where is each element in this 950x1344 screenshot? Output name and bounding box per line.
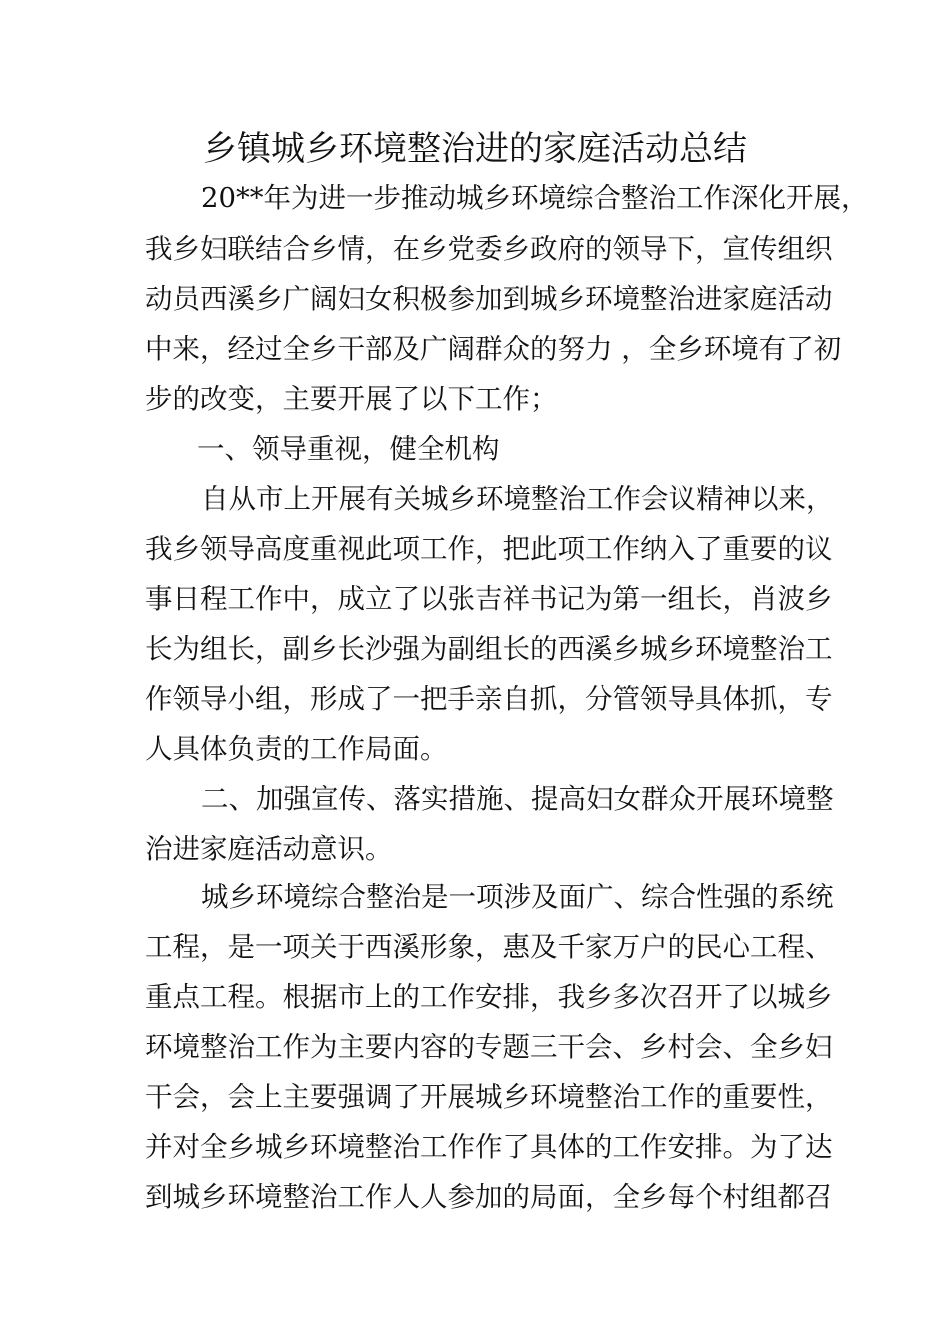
body-line: 动员西溪乡广阔妇女积极参加到城乡环境整治进家庭活动 (145, 283, 833, 315)
body-line: 到城乡环境整治工作人人参加的局面，全乡每个村组都召 (145, 1181, 833, 1213)
body-line: 重点工程。根据市上的工作安排，我乡多次召开了以城乡 (145, 981, 833, 1013)
section-heading-continued: 治进家庭活动意识。 (145, 833, 393, 865)
body-line: 作领导小组，形成了一把手亲自抓，分管领导具体抓，专 (145, 683, 833, 715)
body-line: 人具体负责的工作局面。 (145, 733, 448, 765)
body-line: 城乡环境综合整治是一项涉及面广、综合性强的系统 (201, 881, 834, 913)
section-heading: 一、领导重视，健全机构 (197, 433, 500, 465)
body-line: 我乡领导高度重视此项工作，把此项工作纳入了重要的议 (145, 533, 833, 565)
body-line: 我乡妇联结合乡情，在乡党委乡政府的领导下，宣传组织 (145, 233, 833, 265)
body-line: 中来，经过全乡干部及广阔群众的努力 ，全乡环境有了初 (145, 333, 842, 365)
body-line: 工程，是一项关于西溪形象，惠及千家万户的民心工程、 (145, 931, 833, 963)
body-line: 步的改变，主要开展了以下工作； (145, 383, 558, 415)
section-heading: 二、加强宣传、落实措施、提高妇女群众开展环境整 (201, 783, 834, 815)
body-line: 干会，会上主要强调了开展城乡环境整治工作的重要性， (145, 1081, 833, 1113)
body-line: 长为组长，副乡长沙强为副组长的西溪乡城乡环境整治工 (145, 633, 833, 665)
body-line: 自从市上开展有关城乡环境整治工作会议精神以来， (201, 483, 834, 515)
body-line: 20**年为进一步推动城乡环境综合整治工作深化开展， (201, 182, 869, 214)
body-line: 并对全乡城乡环境整治工作作了具体的工作安排。为了达 (145, 1131, 833, 1163)
document-title: 乡镇城乡环境整治进的家庭活动总结 (203, 129, 747, 169)
body-line: 环境整治工作为主要内容的专题三干会、乡村会、全乡妇 (145, 1031, 833, 1063)
body-line: 事日程工作中，成立了以张吉祥书记为第一组长，肖波乡 (145, 583, 833, 615)
